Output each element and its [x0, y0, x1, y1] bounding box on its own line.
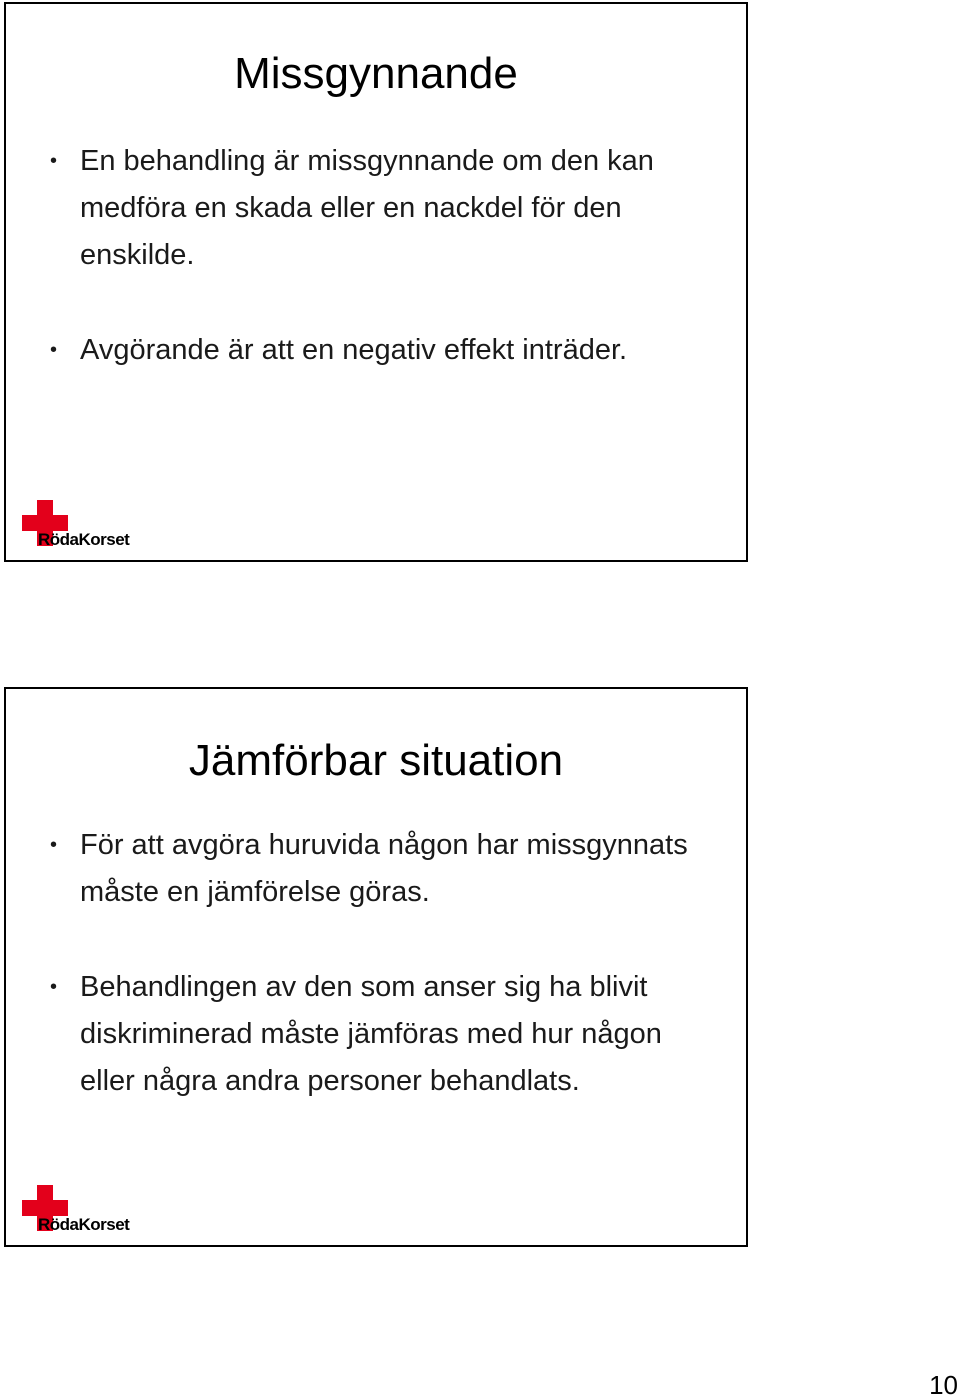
bullet-item [50, 327, 710, 374]
page-number: 10 [929, 1370, 958, 1400]
bullet-list [50, 138, 710, 374]
bullet-item [50, 138, 710, 279]
roda-korset-logo [22, 1185, 152, 1235]
slide-title: Jämförbar situation [188, 736, 564, 785]
bullet-dot: • [50, 339, 58, 361]
logo-text: RödaKorset [38, 530, 130, 549]
bullet-item [50, 964, 710, 1105]
bullet-dot: • [50, 976, 58, 998]
bullet-dot: • [50, 834, 58, 856]
slide-title: Missgynnande [234, 49, 518, 98]
bullet-text: En behandling är missgynnande om den kan medföra en skada eller en nackdel för den enskilde. [80, 145, 654, 271]
bullet-text: För att avgöra huruvida någon har missgynnats måste en jämförelse göras. [80, 829, 688, 908]
bullet-item [50, 822, 710, 916]
slide-missgynnande [4, 2, 748, 562]
bullet-dot: • [50, 150, 58, 172]
roda-korset-logo [22, 500, 152, 550]
bullet-list [50, 822, 710, 1105]
bullet-text: Avgörande är att en negativ effekt inträder. [80, 334, 628, 366]
bullet-text: Behandlingen av den som anser sig ha blivit diskriminerad måste jämföras med hur någon eller några andra personer behandlats. [80, 971, 662, 1097]
slide-jamforbar-situation [4, 687, 748, 1247]
logo-text: RödaKorset [38, 1215, 130, 1234]
